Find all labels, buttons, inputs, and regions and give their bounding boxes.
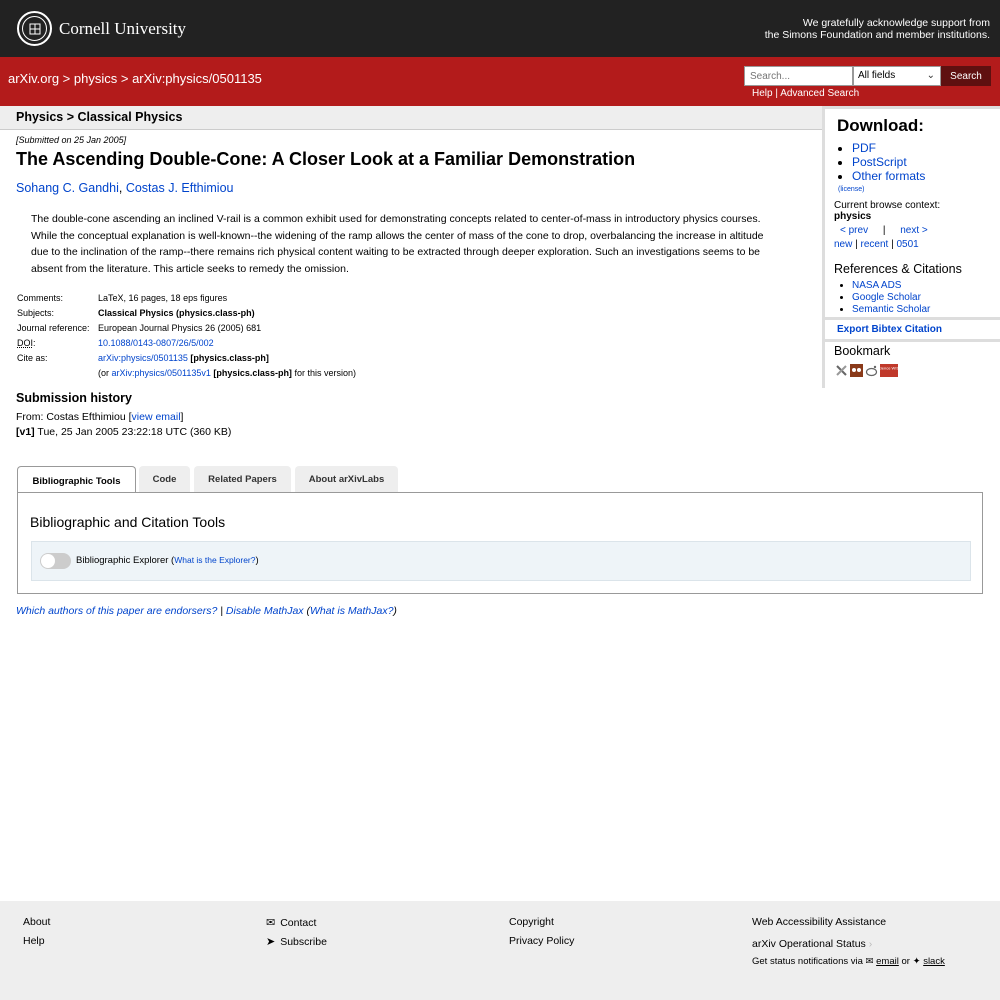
recent-link[interactable]: recent [860, 239, 889, 250]
doi-colon: : [33, 338, 36, 348]
cite-or-suffix: for this version) [291, 368, 356, 378]
paper-authors [16, 181, 234, 195]
prev-next-separator: | [882, 225, 886, 236]
sciencewise-icon[interactable] [876, 364, 902, 377]
support-line-2: the Simons Foundation and member institutions. [764, 29, 990, 41]
submission-from [16, 411, 183, 423]
submission-from-suffix: ] [180, 411, 184, 423]
metadata-row-comments [16, 293, 356, 308]
cornell-logo-text: Cornell University [59, 18, 187, 38]
download-other-formats-link[interactable]: Other formats [852, 169, 926, 183]
endorsers-link[interactable]: Which authors of this paper are endorsers? [16, 605, 218, 617]
footer-slack-link[interactable]: slack [923, 956, 945, 967]
chevron-down-icon: ⌄ [926, 70, 935, 81]
footer-help-link[interactable]: Help [23, 935, 45, 947]
search-input[interactable] [744, 66, 853, 86]
link-separator: | [772, 88, 781, 99]
browse-context-label: Current browse context: [834, 200, 941, 211]
export-bibtex-link[interactable]: Export Bibtex Citation [837, 324, 943, 335]
subject-header-bar [0, 106, 822, 130]
metadata-row-cite [16, 353, 356, 368]
doi-label-cell [16, 338, 97, 353]
browse-lists [834, 239, 919, 250]
references-list [852, 280, 930, 316]
author-separator: , [118, 181, 126, 195]
author-link[interactable]: Costas J. Efthimiou [125, 181, 234, 195]
subjects-label: Subjects: [17, 308, 55, 318]
sciencewise-logo-text: Science WISE [876, 365, 902, 371]
version-label: [v1] [16, 426, 35, 438]
comments-value: LaTeX, 16 pages, 18 eps figures [98, 293, 228, 303]
envelope-icon: ✉ [266, 917, 276, 929]
submission-version-v1 [16, 426, 231, 438]
cite-link[interactable]: arXiv:physics/0501135 [98, 353, 188, 363]
search-field-select[interactable] [853, 66, 941, 86]
footer-notify-prefix: Get status notifications via [752, 956, 866, 967]
download-heading: Download: [837, 116, 924, 135]
footer-accessibility-link[interactable]: Web Accessibility Assistance [752, 916, 887, 928]
paper-abstract: The double-cone ascending an inclined V-rail is a common exhibit used for demonstrating concepts related to center-of-mass in introductory physics courses. While the conceptual explanation is well-known--the widening of the ramp allows the center of mass of the cone to drop, overbalancing the increase in altitude due to the inclination of the ramp--there remains rich physical content waiting to be extracted through deeper exploration. Such an investigations seems to be absent from the literature. This article seeks to remedy the omission. [31, 213, 764, 275]
footer-subscribe-label: Subscribe [280, 936, 327, 948]
references-panel [825, 259, 1000, 317]
nasa-ads-link[interactable]: NASA ADS [852, 280, 902, 291]
metadata-row-subjects [16, 308, 356, 323]
bookmark-icons [835, 364, 902, 377]
journal-value: European Journal Physics 26 (2005) 681 [98, 323, 262, 333]
explorer-label-suffix: ) [255, 555, 259, 566]
what-is-mathjax-link[interactable]: What is MathJax? [309, 605, 394, 617]
author-link[interactable]: Sohang C. Gandhi [16, 181, 119, 195]
metadata-row-journal [16, 323, 356, 338]
tab-code[interactable]: Code [139, 466, 190, 492]
cornell-logo[interactable] [17, 11, 186, 46]
metadata-table [16, 293, 356, 383]
open-paren: ( [303, 605, 310, 617]
ref-item [852, 304, 930, 316]
bibtex-panel [825, 320, 1000, 339]
footer-privacy-link[interactable]: Privacy Policy [509, 935, 575, 947]
disable-mathjax-link[interactable]: Disable MathJax [225, 605, 304, 617]
tab-bibliographic-tools[interactable]: Bibliographic Tools [17, 466, 136, 493]
footer-contact[interactable] [266, 916, 316, 929]
advanced-search-link[interactable]: Advanced Search [780, 88, 860, 99]
bottom-links [16, 605, 397, 617]
download-item-pdf [852, 141, 925, 155]
footer-or: or [898, 956, 913, 967]
tab-panel [17, 492, 983, 594]
submission-history-heading: Submission history [16, 391, 132, 405]
bibsonomy-icon[interactable] [835, 364, 848, 377]
footer-status[interactable] [752, 938, 872, 950]
footer-contact-label: Contact [280, 917, 317, 929]
support-line-1: We gratefully acknowledge support from [802, 17, 990, 29]
paper-title: The Ascending Double-Cone: A Closer Look at a Familiar Demonstration [16, 149, 636, 169]
bibliographic-explorer-toggle[interactable] [40, 553, 71, 569]
support-acknowledgement [765, 17, 990, 41]
paper-plane-icon: ➤ [266, 936, 276, 948]
next-link[interactable]: next > [900, 225, 928, 236]
google-scholar-link[interactable]: Google Scholar [852, 292, 921, 303]
breadcrumb-separator: > [59, 71, 74, 86]
what-is-explorer-link[interactable]: What is the Explorer? [174, 555, 256, 565]
breadcrumb-separator: > [117, 71, 133, 86]
download-panel [825, 109, 1000, 203]
breadcrumb-arxiv-home[interactable]: arXiv.org [8, 71, 60, 86]
help-link[interactable]: Help [752, 88, 773, 99]
footer-email-link[interactable]: email [876, 956, 899, 967]
cite-category: [physics.class-ph] [187, 353, 269, 363]
download-postscript-link[interactable]: PostScript [852, 155, 907, 169]
bookmark-heading: Bookmark [834, 344, 891, 358]
right-sidebar [822, 106, 1000, 388]
bookmark-panel [825, 342, 1000, 388]
footer-notifications [752, 956, 945, 967]
metadata-row-cite-version [16, 368, 356, 383]
comments-label: Comments: [17, 293, 64, 303]
cite-version-category: [physics.class-ph] [210, 368, 292, 378]
download-item-postscript [852, 155, 925, 169]
browse-context-panel [825, 197, 1000, 259]
view-email-link[interactable]: view email [131, 411, 181, 423]
browse-prev-next [840, 225, 928, 236]
footer [0, 901, 1000, 1000]
download-pdf-link[interactable]: PDF [852, 141, 876, 155]
search-button[interactable]: Search [941, 66, 991, 86]
download-item-other [852, 169, 925, 183]
bibliographic-explorer-label [76, 555, 259, 566]
breadcrumb [8, 71, 262, 86]
cite-version-link[interactable]: arXiv:physics/0501135v1 [111, 368, 211, 378]
cornell-seal-icon [17, 11, 52, 46]
subject-header: Physics > Classical Physics [16, 110, 183, 124]
journal-label: Journal reference: [17, 323, 90, 333]
download-list [852, 141, 925, 183]
references-heading: References & Citations [834, 262, 962, 276]
browse-separator: | [855, 239, 858, 250]
new-link[interactable]: new [834, 239, 853, 250]
arxiv-header [0, 57, 1000, 106]
cite-label: Cite as: [17, 353, 48, 363]
breadcrumb-physics[interactable]: physics [73, 71, 118, 86]
metadata-row-doi [16, 338, 356, 353]
email-icon: ✉ [865, 956, 877, 967]
tab-panel-heading: Bibliographic and Citation Tools [30, 514, 226, 530]
footer-copyright-link[interactable]: Copyright [509, 916, 554, 928]
slack-icon: ✦ [912, 956, 924, 967]
ref-item [852, 292, 930, 304]
subjects-value: Classical Physics (physics.class-ph) [98, 308, 255, 318]
explorer-label-text: Bibliographic Explorer ( [76, 555, 175, 566]
ref-item [852, 280, 930, 292]
search-links [752, 88, 859, 99]
footer-status-label: arXiv Operational Status [752, 938, 866, 950]
prev-link[interactable]: < prev [840, 225, 869, 236]
mendeley-icon[interactable] [850, 364, 863, 377]
version-date: Tue, 25 Jan 2005 23:22:18 UTC (360 KB) [34, 426, 232, 438]
footer-subscribe[interactable] [266, 935, 327, 948]
bottom-link-separator: | [217, 605, 226, 617]
browse-separator: | [891, 239, 894, 250]
browse-context-value: physics [834, 211, 872, 222]
breadcrumb-paper-id[interactable]: arXiv:physics/0501135 [132, 71, 262, 86]
submission-date: [Submitted on 25 Jan 2005] [16, 135, 127, 145]
month-link[interactable]: 0501 [896, 239, 919, 250]
search-field-value: All fields [858, 70, 896, 81]
cite-or-prefix: (or [98, 368, 112, 378]
semantic-scholar-link[interactable]: Semantic Scholar [852, 304, 931, 315]
doi-label: DOI [17, 338, 34, 348]
license-link[interactable]: (license) [838, 186, 865, 193]
tab-related-papers[interactable]: Related Papers [194, 466, 291, 492]
footer-about-link[interactable]: About [23, 916, 51, 928]
doi-link[interactable]: 10.1088/0143-0807/26/5/002 [98, 338, 214, 348]
submission-from-prefix: From: Costas Efthimiou [ [16, 411, 132, 423]
tab-about-arxivlabs[interactable]: About arXivLabs [295, 466, 398, 492]
bibliographic-explorer-row [31, 541, 971, 581]
chevron-right-icon: › [868, 938, 873, 950]
institution-bar [0, 0, 1000, 57]
close-paren: ) [393, 605, 397, 617]
